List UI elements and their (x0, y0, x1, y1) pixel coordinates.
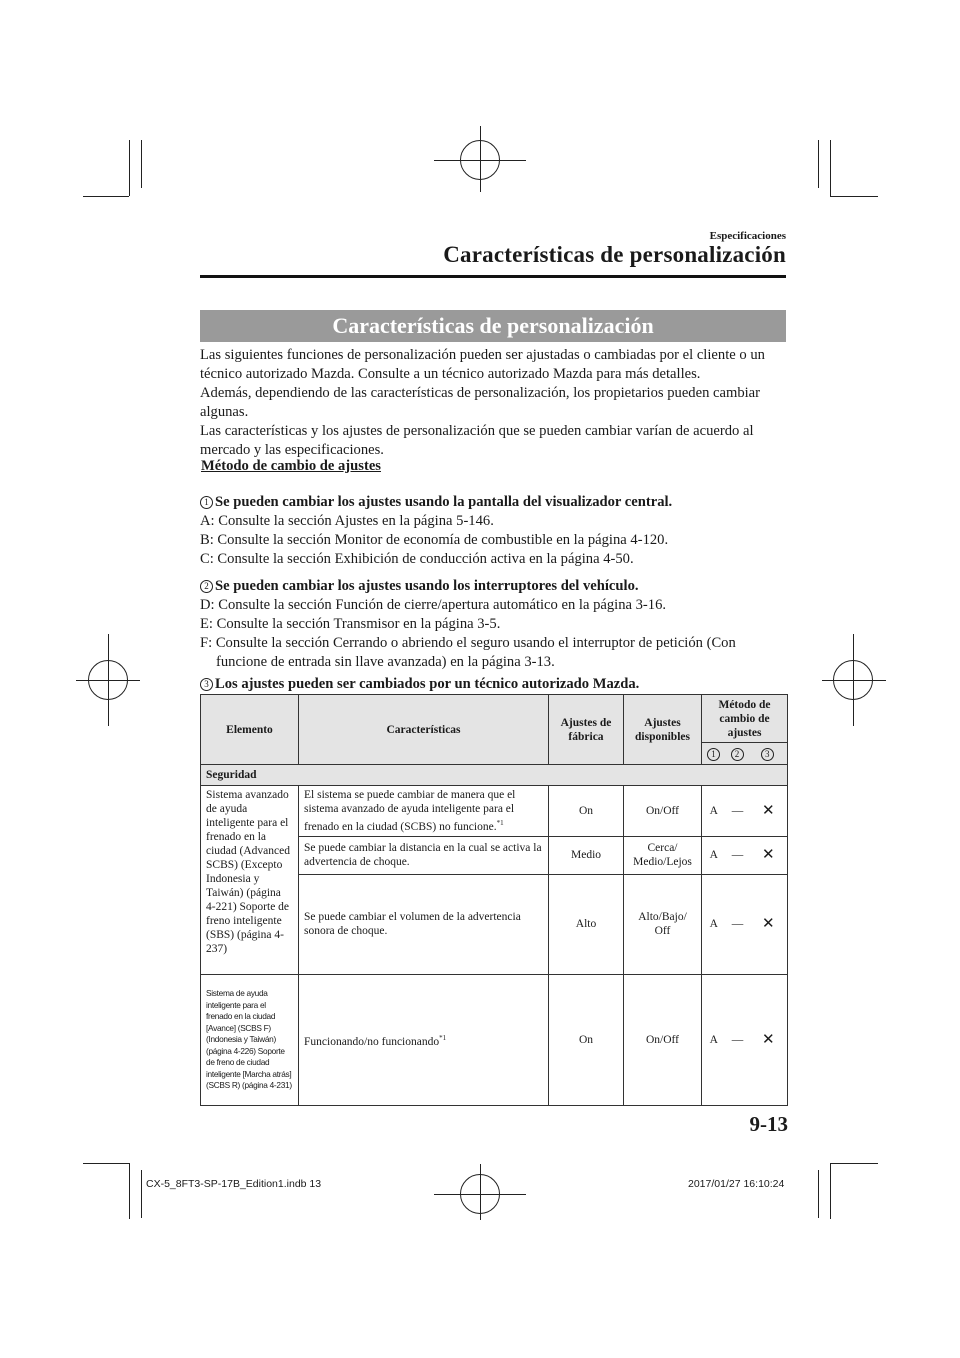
reference-line: B: Consulte la sección Monitor de economía de combustible en la página 4-120. (200, 532, 669, 548)
factory-setting: On (549, 974, 624, 1105)
method-section-3 (200, 675, 790, 694)
section-title: Los ajustes pueden ser cambiados por un técnico autorizado Mazda. (215, 676, 640, 692)
header-rule (200, 275, 786, 278)
cross-icon: ✕ (750, 836, 788, 874)
header-title: Características de personalización (443, 242, 786, 267)
method-header-1 (702, 743, 726, 765)
footer-file-name: CX-5_8FT3-SP-17B_Edition1.indb 13 (146, 1178, 322, 1190)
intro-text (200, 346, 790, 460)
method-heading: Método de cambio de ajustes (201, 458, 381, 474)
available-settings: On/Off (624, 974, 702, 1105)
method-2-value: — (726, 786, 750, 837)
factory-setting: Medio (549, 836, 624, 874)
category-row (201, 765, 788, 786)
header-disponibles: Ajustes disponibles (624, 695, 702, 765)
description-cell: Funcionando/no funcionando$^{*1}$ (299, 974, 549, 1105)
method-1-value: A (702, 786, 726, 837)
circled-number-1-icon: 1 (200, 496, 213, 509)
method-header-3 (750, 743, 788, 765)
method-1-value: A (702, 874, 726, 974)
header-fabrica: Ajustes de fábrica (549, 695, 624, 765)
reference-line: C: Consulte la sección Exhibición de conducción activa en la página 4-50. (200, 551, 634, 567)
intro-paragraph: Las siguientes funciones de personalización pueden ser ajustadas o cambiadas por el cliente o un técnico autorizado Mazda. Consulte a un técnico autorizado Mazda para más detalles. (200, 347, 765, 382)
category-label: Seguridad (201, 765, 788, 786)
circled-number-1-icon: 1 (707, 748, 720, 761)
element-cell: Sistema de ayuda inteligente para el frenado en la ciudad [Avance] (SCBS F) (Indonesia y Taiwán) (página 4-226) Soporte de freno de ciudad inteligente [Marcha atrás] (SCBS R) (página 4-231) (201, 974, 299, 1105)
method-section-1 (200, 493, 790, 569)
element-cell: Sistema avanzado de ayuda inteligente para el frenado en la ciudad (Advanced SCBS) (Excepto Indonesia y Taiwán) (página 4-221) Soporte de freno inteligente (SBS) (página 4-237) (201, 786, 299, 975)
circled-number-3-icon: 3 (761, 748, 774, 761)
circled-number-2-icon: 2 (731, 748, 744, 761)
method-header-2 (726, 743, 750, 765)
customization-table (200, 694, 788, 1106)
circled-number-3-icon: 3 (200, 678, 213, 691)
page-number: 9-13 (749, 1112, 788, 1136)
available-settings: On/Off (624, 786, 702, 837)
method-2-value: — (726, 874, 750, 974)
header-elemento: Elemento (201, 695, 299, 765)
header-section-label: Especificaciones (709, 230, 786, 242)
section-title: Se pueden cambiar los ajustes usando la pantalla del visualizador central. (215, 494, 673, 510)
method-1-value: A (702, 836, 726, 874)
cross-icon: ✕ (750, 974, 788, 1105)
section-banner: Características de personalización (200, 310, 786, 342)
available-settings: Cerca/ Medio/Lejos (624, 836, 702, 874)
header-caracteristicas: Características (299, 695, 549, 765)
method-2-value: — (726, 974, 750, 1105)
circled-number-2-icon: 2 (200, 580, 213, 593)
cross-icon: ✕ (750, 786, 788, 837)
footer-date: 2017/01/27 16:10:24 (688, 1178, 785, 1190)
intro-paragraph: Además, dependiendo de las características de personalización, los propietarios pueden cambiar algunas. (200, 385, 761, 420)
reference-line: F: Consulte la sección Cerrando o abriendo el seguro usando el interruptor de petición (Con funcione de entrada sin llave avanzada) en la página 3-13. (200, 635, 736, 670)
factory-setting: Alto (549, 874, 624, 974)
reference-line: E: Consulte la sección Transmisor en la página 3-5. (200, 616, 501, 632)
header-metodo: Método de cambio de ajustes (702, 695, 788, 743)
cross-icon: ✕ (750, 874, 788, 974)
description-cell: Se puede cambiar el volumen de la advertencia sonora de choque. (299, 874, 549, 974)
factory-setting: On (549, 786, 624, 837)
description-cell: El sistema se puede cambiar de manera que el sistema avanzado de ayuda inteligente para el frenado en la ciudad (SCBS) no funcione.$^{*1}$ (299, 786, 549, 837)
intro-paragraph: Las características y los ajustes de personalización que se pueden cambiar varían de acuerdo al mercado y las especificaciones. (200, 423, 754, 458)
method-1-value: A (702, 974, 726, 1105)
available-settings: Alto/Bajo/ Off (624, 874, 702, 974)
method-2-value: — (726, 836, 750, 874)
method-section-2 (200, 577, 790, 672)
reference-line: D: Consulte la sección Función de cierre/apertura automático en la página 3-16. (200, 597, 667, 613)
description-cell: Se puede cambiar la distancia en la cual se activa la advertencia de choque. (299, 836, 549, 874)
table-row (201, 786, 788, 837)
section-title: Se pueden cambiar los ajustes usando los interruptores del vehículo. (215, 578, 639, 594)
reference-line: A: Consulte la sección Ajustes en la página 5-146. (200, 513, 494, 529)
table-row (201, 974, 788, 1105)
